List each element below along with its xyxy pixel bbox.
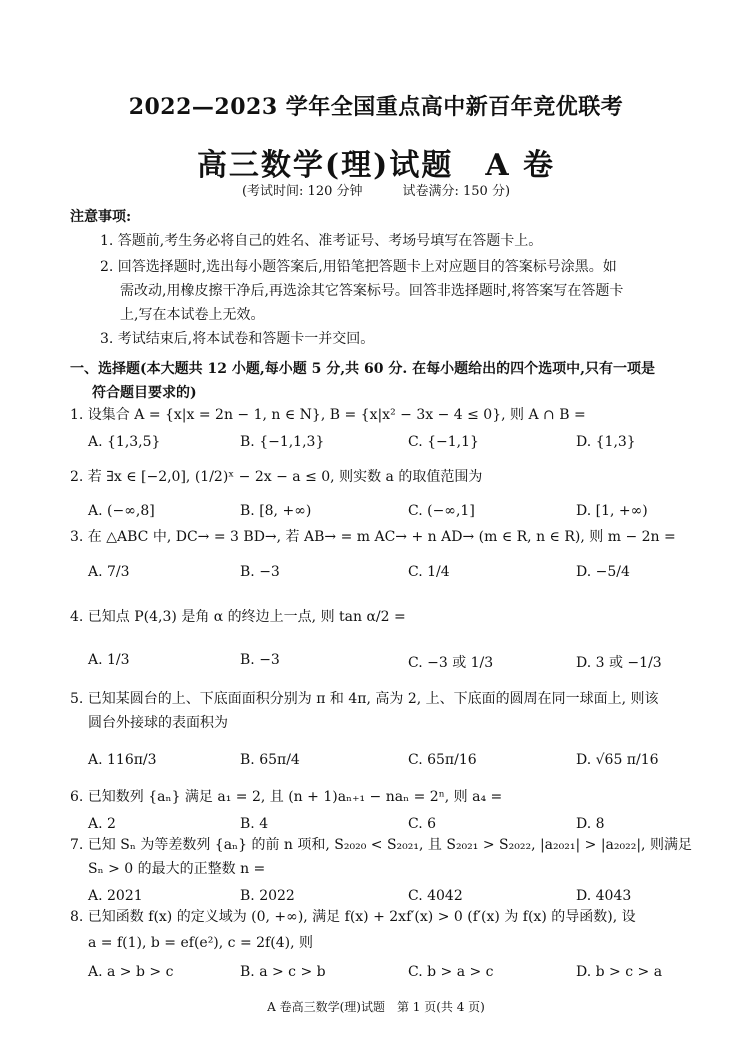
option-c: C. (−∞,1] [408,503,475,519]
option-a: A. a > b > c [88,964,174,980]
option-d: D. b > c > a [576,964,663,980]
option-b: B. −3 [240,564,280,580]
exam-title: 2022—2023 学年全国重点高中新百年竞优联考 [128,94,624,120]
question-stem: 6. 已知数列 {aₙ} 满足 a₁ = 2, 且 (n + 1)aₙ₊₁ − naₙ = 2ⁿ, 则 a₄ = [70,789,503,805]
question-stem: 4. 已知点 P(4,3) 是角 α 的终边上一点, 则 tan α/2 = [70,609,406,625]
option-d: D. [1, +∞) [576,503,648,519]
option-b: B. [8, +∞) [240,503,312,519]
exam-time: (考试时间: 120 分钟 [241,184,363,199]
option-d: D. −5/4 [576,564,630,580]
option-d: D. 4043 [576,888,632,904]
option-a: A. 2 [88,816,116,832]
option-c: C. b > a > c [408,964,494,980]
option-d: D. {1,3} [576,434,636,450]
option-b: B. a > c > b [240,964,326,980]
option-d: D. 8 [576,816,605,832]
option-a: A. {1,3,5} [88,434,161,450]
question-stem-cont: 圆台外接球的表面积为 [88,715,228,731]
option-c: C. 6 [408,816,437,832]
notice-item: 上,写在本试卷上无效。 [120,307,265,323]
option-c: C. 65π/16 [408,752,477,768]
question-stem: 8. 已知函数 f(x) 的定义域为 (0, +∞), 满足 f(x) + 2xf′(x) > 0 (f′(x) 为 f(x) 的导函数), 设 [70,909,636,925]
option-a: A. (−∞,8] [88,503,155,519]
option-c: C. {−1,1} [408,434,479,450]
option-b: B. 2022 [240,888,295,904]
option-c: C. 4042 [408,888,463,904]
exam-score: 试卷满分: 150 分) [402,184,511,199]
notice-item: 2. 回答选择题时,选出每小题答案后,用铅笔把答题卡上对应题目的答案标号涂黑。如 [100,259,617,275]
notice-item: 需改动,用橡皮擦干净后,再选涂其它答案标号。回答非选择题时,将答案写在答题卡 [120,283,624,299]
section-heading: 一、选择题(本大题共 12 小题,每小题 5 分,共 60 分. 在每小题给出的四个选项中,只有一项是 [70,361,655,377]
section-heading-cont: 符合题目要求的) [92,385,197,401]
option-a: A. 2021 [88,888,143,904]
option-a: A. 1/3 [88,652,130,668]
notice-item: 3. 考试结束后,将本试卷和答题卡一并交回。 [100,331,375,347]
option-c: C. 1/4 [408,564,450,580]
notice-item: 1. 答题前,考生务必将自己的姓名、准考证号、考场号填写在答题卡上。 [100,233,543,249]
question-stem: 2. 若 ∃x ∈ [−2,0], (1/2)ˣ − 2x − a ≤ 0, 则实数 a 的取值范围为 [70,469,483,485]
question-stem: 3. 在 △ABC 中, DC→ = 3 BD→, 若 AB→ = m AC→ + n AD→ (m ∈ R, n ∈ R), 则 m − 2n = [70,529,676,545]
question-stem-cont: a = f(1), b = ef(e²), c = 2f(4), 则 [88,935,313,951]
option-d: D. √65 π/16 [576,752,659,768]
notice-heading: 注意事项: [70,209,132,225]
question-stem: 1. 设集合 A = {x|x = 2n − 1, n ∈ N}, B = {x|x² − 3x − 4 ≤ 0}, 则 A ∩ B = [70,407,586,423]
exam-meta [0,180,752,199]
option-b: B. {−1,1,3} [240,434,325,450]
question-stem-cont: Sₙ > 0 的最大的正整数 n = [88,861,266,877]
page-footer: A 卷高三数学(理)试题 第 1 页(共 4 页) [267,1000,485,1014]
option-c: C. −3 或 1/3 [408,655,494,671]
option-a: A. 116π/3 [88,752,157,768]
option-a: A. 7/3 [88,564,130,580]
exam-subtitle: 高三数学(理)试题 A 卷 [196,148,556,183]
question-stem: 5. 已知某圆台的上、下底面面积分别为 π 和 4π, 高为 2, 上、下底面的圆周在同一球面上, 则该 [70,691,659,707]
option-d: D. 3 或 −1/3 [576,655,662,671]
option-b: B. 4 [240,816,269,832]
option-b: B. −3 [240,652,280,668]
question-stem: 7. 已知 Sₙ 为等差数列 {aₙ} 的前 n 项和, S₂₀₂₀ < S₂₀₂₁, 且 S₂₀₂₁ > S₂₀₂₂, |a₂₀₂₁| > |a₂₀₂₂|, 则满足 [70,837,692,853]
option-b: B. 65π/4 [240,752,300,768]
